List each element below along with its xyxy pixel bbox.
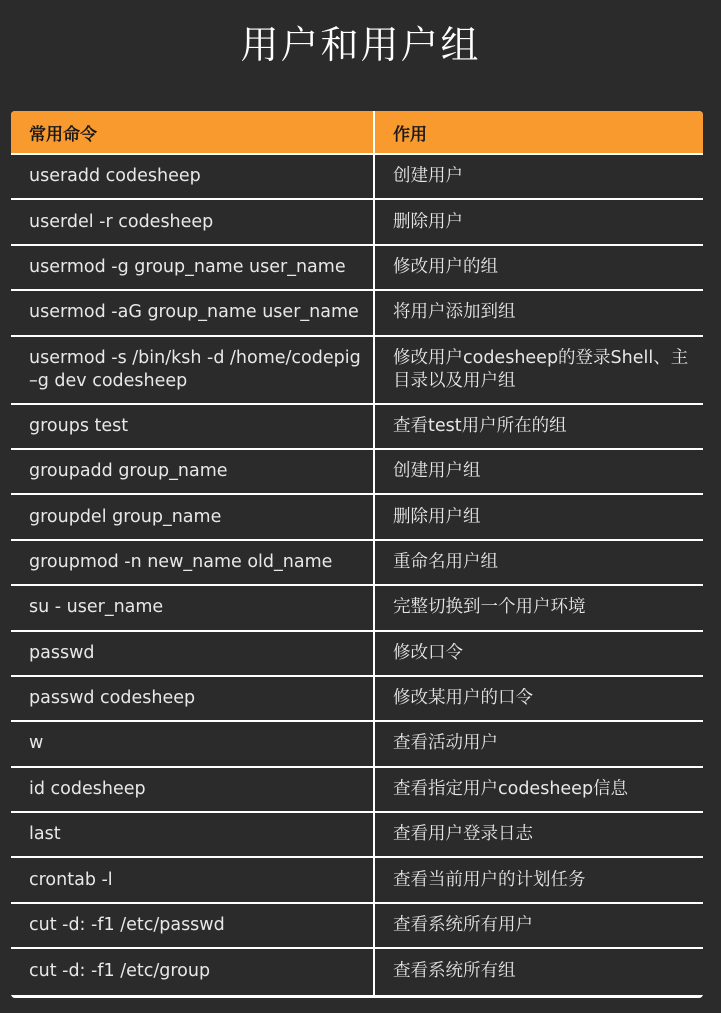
table-header-row bbox=[11, 111, 703, 155]
command-cell: cut -d: -f1 /etc/passwd bbox=[11, 904, 375, 949]
table-row bbox=[11, 450, 703, 495]
description-cell: 创建用户 bbox=[375, 155, 703, 200]
table-row bbox=[11, 632, 703, 677]
table-row bbox=[11, 586, 703, 631]
command-cell: usermod -g group_name user_name bbox=[11, 246, 375, 291]
description-cell: 修改用户codesheep的登录Shell、主目录以及用户组 bbox=[375, 337, 703, 405]
table-row bbox=[11, 200, 703, 245]
page-title: 用户和用户组 bbox=[240, 23, 481, 67]
command-cell: passwd bbox=[11, 632, 375, 677]
description-cell: 重命名用户组 bbox=[375, 541, 703, 586]
command-cell: w bbox=[11, 722, 375, 767]
description-cell: 修改某用户的口令 bbox=[375, 677, 703, 722]
description-cell: 修改用户的组 bbox=[375, 246, 703, 291]
description-cell: 将用户添加到组 bbox=[375, 291, 703, 336]
command-cell: id codesheep bbox=[11, 768, 375, 813]
command-cell: passwd codesheep bbox=[11, 677, 375, 722]
table-row bbox=[11, 495, 703, 540]
description-cell: 删除用户组 bbox=[375, 495, 703, 540]
command-cell: groupadd group_name bbox=[11, 450, 375, 495]
table-row bbox=[11, 541, 703, 586]
table-row bbox=[11, 155, 703, 200]
command-cell: su - user_name bbox=[11, 586, 375, 631]
table-row bbox=[11, 813, 703, 858]
command-cell: last bbox=[11, 813, 375, 858]
description-cell: 修改口令 bbox=[375, 632, 703, 677]
table-row bbox=[11, 677, 703, 722]
command-cell: groupmod -n new_name old_name bbox=[11, 541, 375, 586]
description-cell: 查看指定用户codesheep信息 bbox=[375, 768, 703, 813]
command-cell: usermod -s /bin/ksh -d /home/codepig –g dev codesheep bbox=[11, 337, 375, 405]
table-row bbox=[11, 337, 703, 405]
command-cell: userdel -r codesheep bbox=[11, 200, 375, 245]
description-cell: 查看当前用户的计划任务 bbox=[375, 858, 703, 903]
command-cell: groups test bbox=[11, 405, 375, 450]
table-row bbox=[11, 405, 703, 450]
header-description: 作用 bbox=[375, 111, 703, 155]
command-table-container bbox=[11, 111, 703, 998]
table-row bbox=[11, 246, 703, 291]
table-row bbox=[11, 291, 703, 336]
table-row bbox=[11, 768, 703, 813]
table-row bbox=[11, 949, 703, 994]
description-cell: 创建用户组 bbox=[375, 450, 703, 495]
command-cell: cut -d: -f1 /etc/group bbox=[11, 949, 375, 994]
command-cell: crontab -l bbox=[11, 858, 375, 903]
table-row bbox=[11, 858, 703, 903]
description-cell: 查看系统所有组 bbox=[375, 949, 703, 994]
description-cell: 查看用户登录日志 bbox=[375, 813, 703, 858]
description-cell: 查看test用户所在的组 bbox=[375, 405, 703, 450]
description-cell: 删除用户 bbox=[375, 200, 703, 245]
command-cell: groupdel group_name bbox=[11, 495, 375, 540]
command-cell: useradd codesheep bbox=[11, 155, 375, 200]
command-cell: usermod -aG group_name user_name bbox=[11, 291, 375, 336]
description-cell: 查看活动用户 bbox=[375, 722, 703, 767]
table-row bbox=[11, 722, 703, 767]
command-table bbox=[11, 111, 703, 995]
description-cell: 查看系统所有用户 bbox=[375, 904, 703, 949]
header-command: 常用命令 bbox=[11, 111, 375, 155]
table-row bbox=[11, 904, 703, 949]
description-cell: 完整切换到一个用户环境 bbox=[375, 586, 703, 631]
